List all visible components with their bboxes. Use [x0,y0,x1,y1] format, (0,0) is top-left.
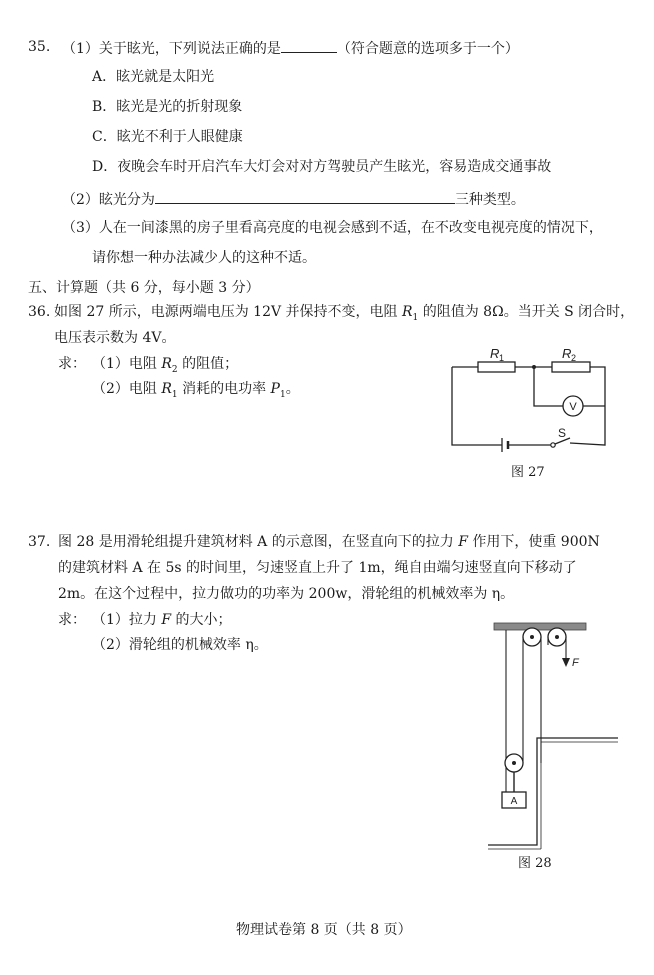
option-text: 眩光是光的折射现象 [116,99,243,115]
label-switch: S [558,426,567,440]
section-heading: 五、计算题（共 6 分，每小题 3 分） [28,280,260,296]
q36-text: 。 [285,381,300,397]
label-block: A [510,796,518,807]
q35-part1-note: （符合题意的选项多于一个） [336,41,519,57]
option-text: 眩光不利于人眼健康 [116,129,243,145]
q35-part2-label: （2）眩光分为 [62,192,155,208]
q35-part3-line1: （3）人在一间漆黑的房子里看高亮度的电视会感到不适，在不改变电视亮度的情况下， [62,220,603,236]
q36-line2: 电压表示数为 4V。 [54,330,176,346]
label-r2: R [562,346,572,361]
ceiling-beam [494,623,586,630]
q35-part1-label: （1）关于眩光，下列说法正确的是 [62,41,281,57]
q37-line3: 2m。在这个过程中，拉力做功的功率为 200w，滑轮组的机械效率为 η。 [58,586,515,602]
q35-part2-tail: 三种类型。 [454,192,525,208]
subscript: 2 [171,364,178,375]
page-footer: 物理试卷第 8 页（共 8 页） [236,922,412,938]
symbol-f: F [161,612,172,628]
subscript: 1 [171,389,178,400]
symbol-f: F [458,534,468,550]
figure-28-caption: 图 28 [518,856,552,871]
symbol-p: P [270,381,280,397]
q36-number: 36. [28,304,51,320]
option-text: 夜晚会车时开启汽车大灯会对对方驾驶员产生眩光，容易造成交通事故 [117,159,552,175]
q37-text: 作用下，使重 900N [467,534,600,550]
q37-line2: 的建筑材料 A 在 5s 的时间里，匀速竖直上升了 1m，绳自由端匀速竖直向下移动了 [58,560,577,576]
option-letter: A． [92,69,117,85]
q36-text: 的阻值为 8Ω。当开关 S 闭合时， [418,304,635,320]
q37-ask2: （2）滑轮组的机械效率 η。 [92,637,268,653]
label-r1: R [490,346,500,361]
q37-text: 的大小； [171,612,232,628]
axle [555,635,559,639]
symbol-r: R [161,356,172,372]
option-letter: D． [92,159,118,175]
label-force: F [572,657,579,669]
q36-text: 消耗的电功率 [177,381,271,397]
option-letter: B． [92,99,117,115]
q37-number: 37. [28,534,51,550]
symbol-r: R [402,304,413,320]
q36-text: （1）电阻 [92,356,162,372]
q35-number: 35. [28,39,51,55]
figure-27-caption: 图 27 [511,465,545,480]
q36-text: （2）电阻 [92,381,162,397]
symbol-r: R [161,381,172,397]
subscript: 1 [279,389,286,400]
q37-text: 图 28 是用滑轮组提升建筑材料 A 的示意图，在竖直向下的拉力 [58,534,459,550]
q36-ask-label: 求： [58,356,86,372]
option-text: 眩光就是太阳光 [116,69,215,85]
q36-text: 的阻值； [177,356,239,372]
axle [530,635,534,639]
q36-text: 如图 27 所示，电源两端电压为 12V 并保持不变，电阻 [54,304,402,320]
q37-text: （1）拉力 [92,612,162,628]
label-voltmeter: V [569,401,577,413]
axle [512,761,516,765]
q37-ask-label: 求： [58,612,86,628]
label-r1-subscript: 1 [499,353,505,363]
label-r2-subscript: 2 [571,353,577,363]
subscript: 1 [412,312,419,323]
q35-part3-line2: 请你想一种办法减少人的这种不适。 [92,250,316,266]
option-letter: C． [92,129,117,145]
force-arrow [562,658,570,667]
